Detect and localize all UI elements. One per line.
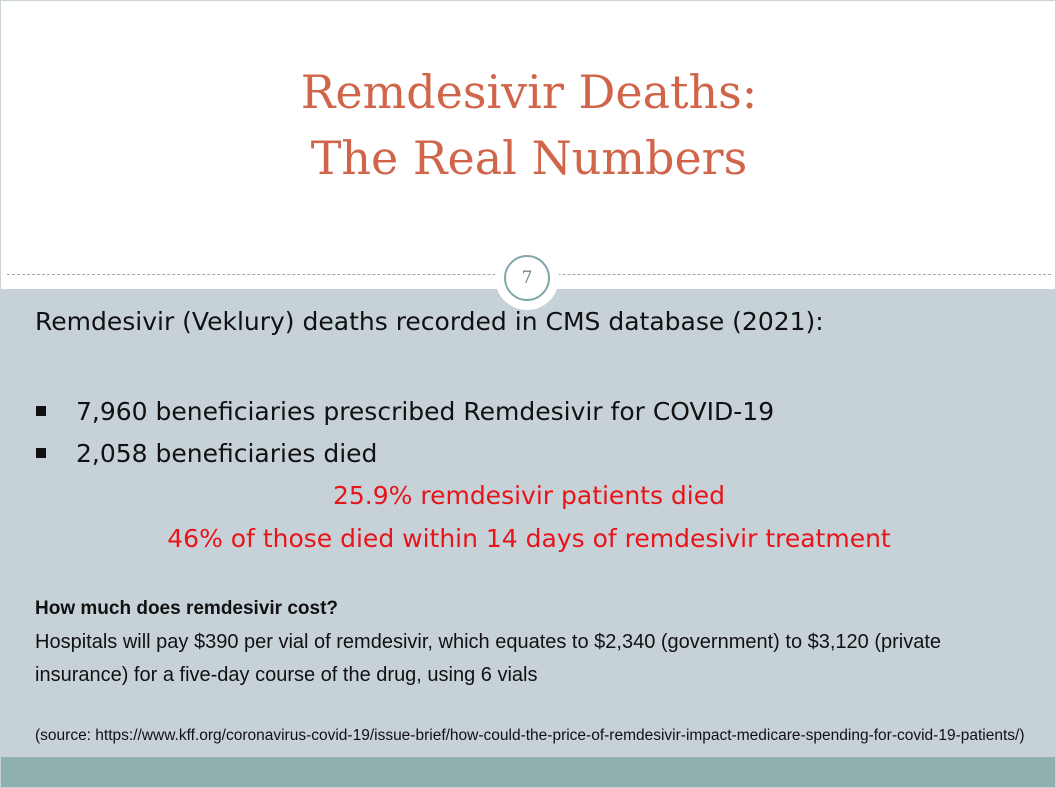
title-line-1: Remdesivir Deaths: [300,65,758,119]
cost-description: Hospitals will pay $390 per vial of remdesivir, which equates to $2,340 (government) to $3,120 (private insurance) for a five-day course of the drug, using 6 vials [35,631,942,686]
bullet-text: 2,058 beneficiaries died [76,439,378,468]
bullet-list [35,391,774,475]
slide-number: 7 [504,255,550,301]
source-citation: (source: https://www.kff.org/coronavirus-covid-19/issue-brief/how-could-the-price-of-remdesivir-impact-medicare-spending-for-covid-19-patients/) [35,727,1025,744]
bullet-text: 7,960 beneficiaries prescribed Remdesivir for COVID-19 [76,397,775,426]
slide-title [1,59,1056,191]
bullet-item [35,433,774,475]
square-bullet-icon [36,406,46,416]
cost-heading: How much does remdesivir cost? [35,598,339,619]
square-bullet-icon [36,448,46,458]
content-heading: Remdesivir (Veklury) deaths recorded in CMS database (2021): [35,307,824,336]
highlight-death-rate: 25.9% remdesivir patients died [332,481,726,510]
bullet-item [35,391,774,433]
title-area [1,1,1056,275]
highlight-14-day-deaths: 46% of those died within 14 days of remdesivir treatment [167,524,891,553]
slide-number-badge [498,249,556,307]
title-line-2: The Real Numbers [310,131,748,185]
bottom-band [1,757,1056,788]
